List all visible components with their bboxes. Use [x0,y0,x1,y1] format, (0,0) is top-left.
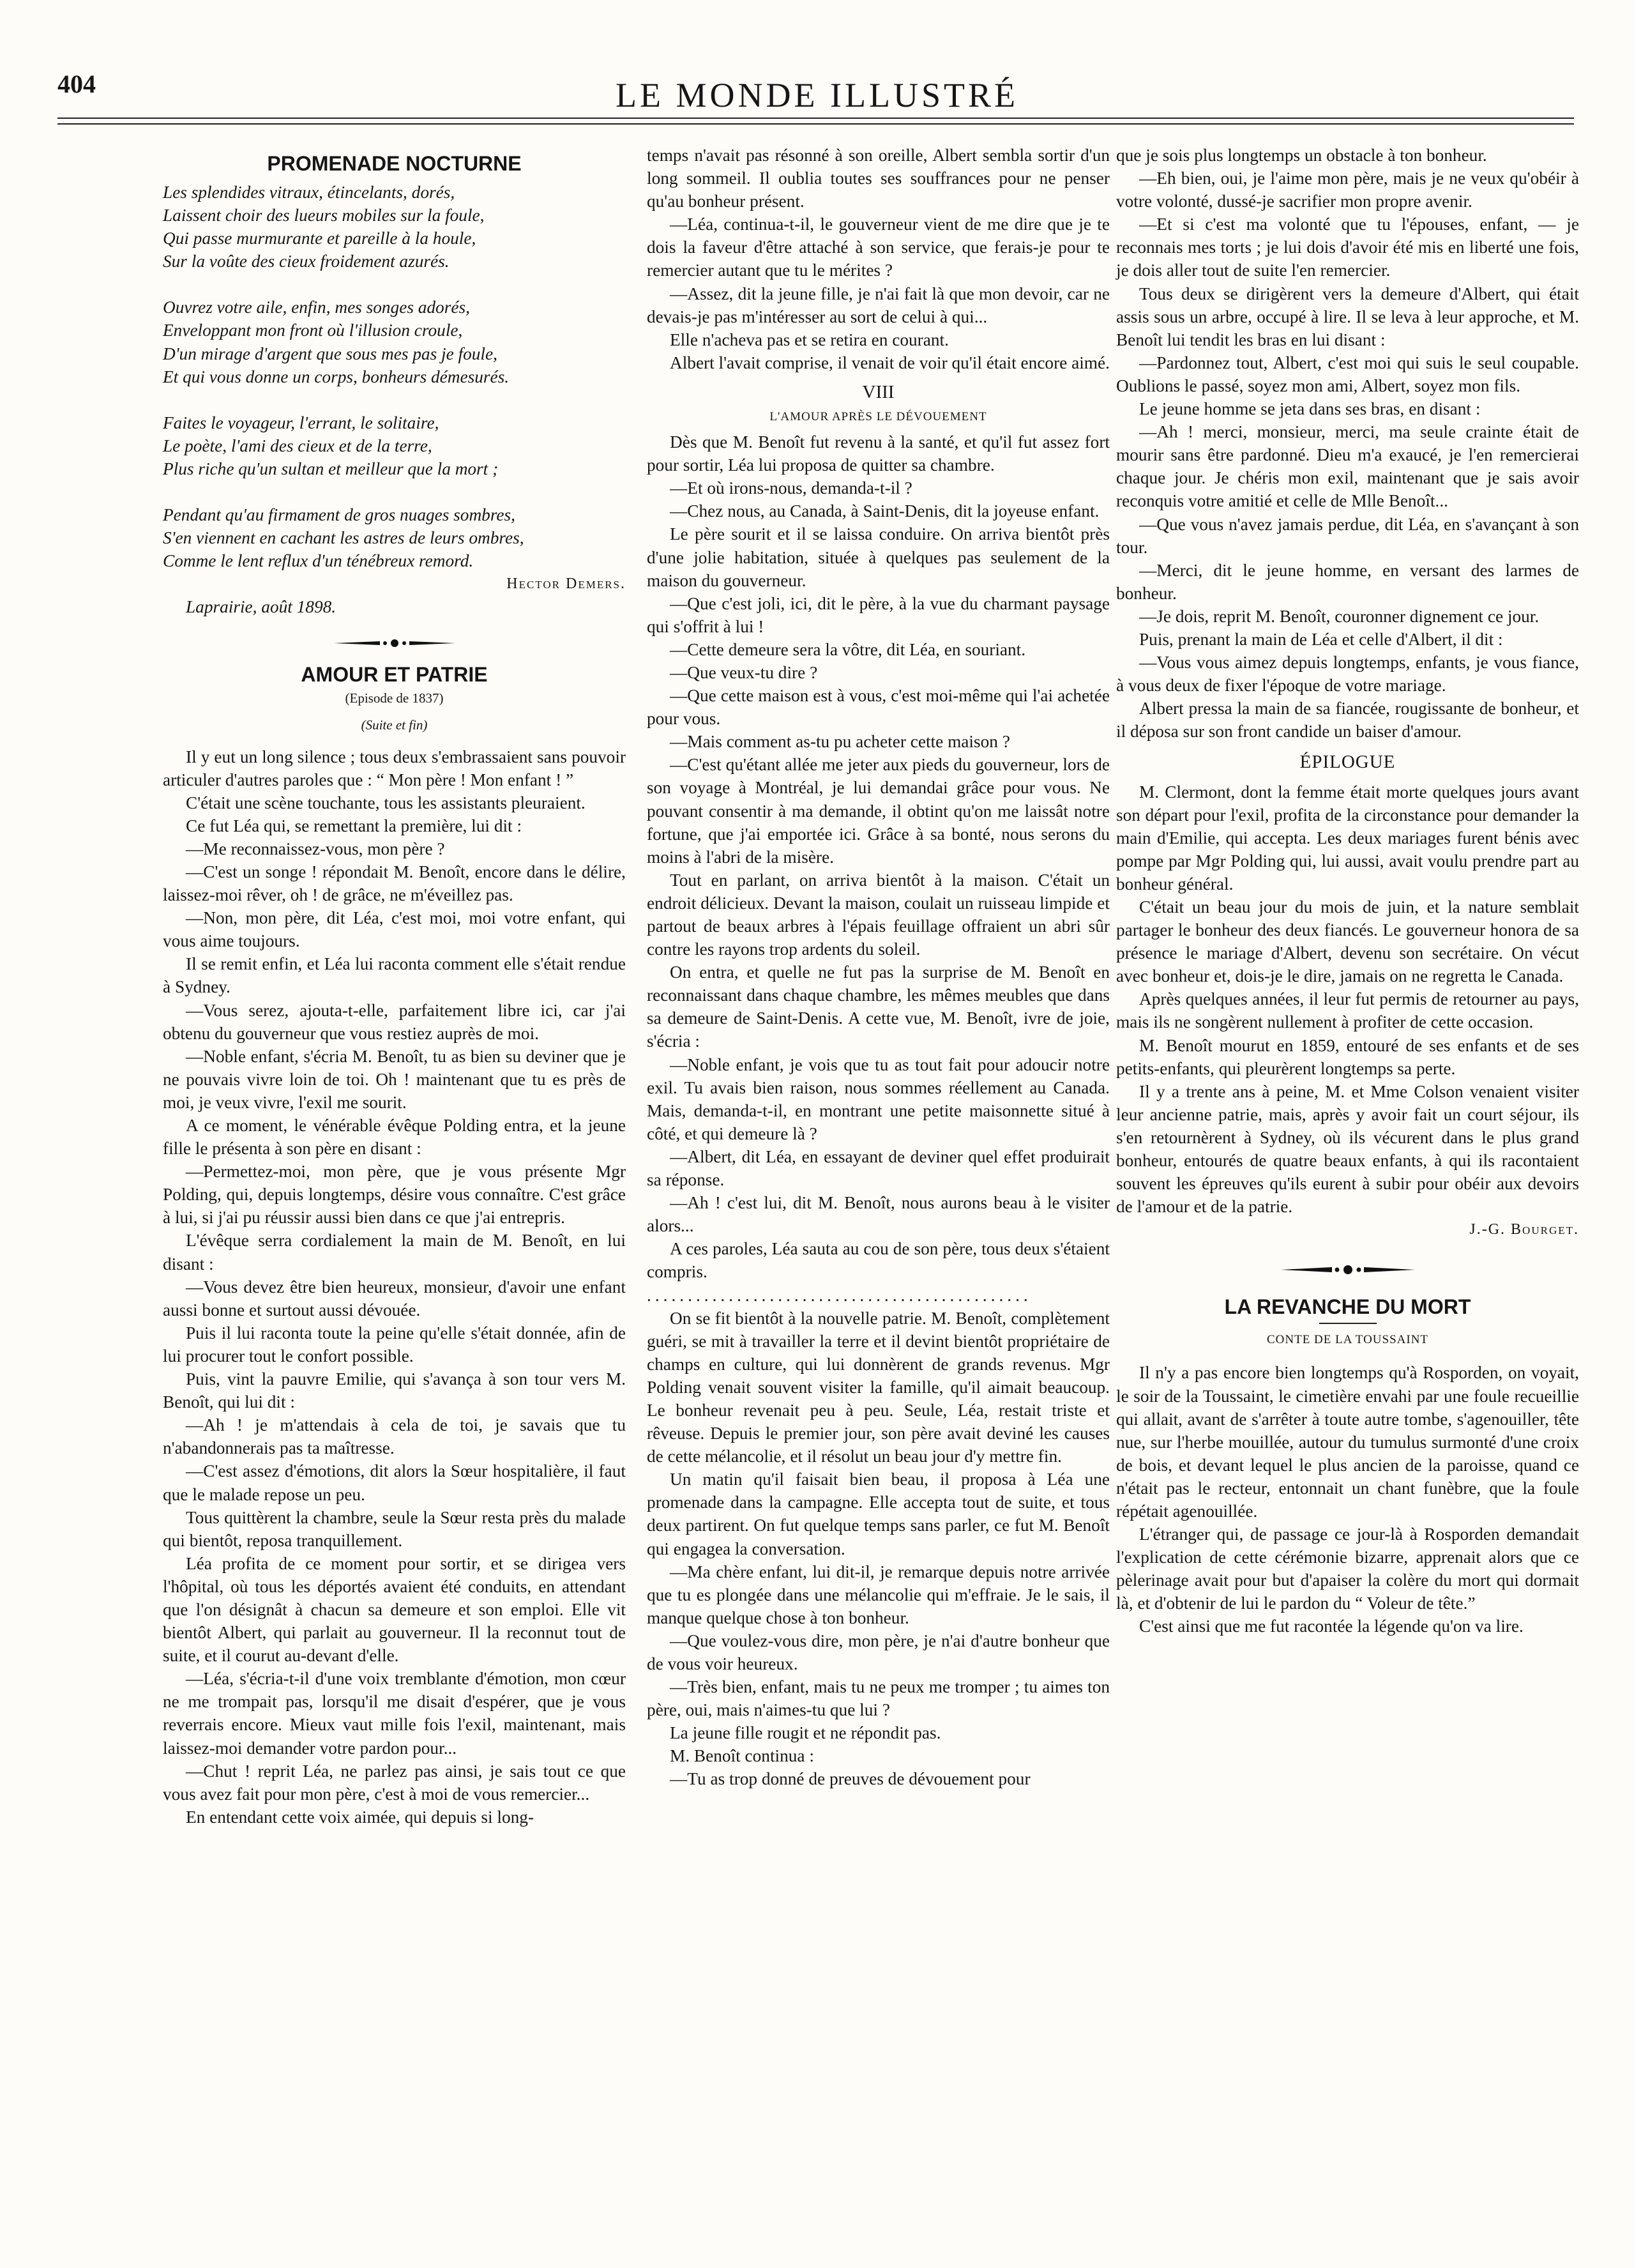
poem-line: Ouvrez votre aile, enfin, mes songes adorés, [163,298,470,317]
paragraph: Dès que M. Benoît fut revenu à la santé, et qu'il fut assez fort pour sortir, Léa lui proposa de quitter sa chambre. [647,432,1110,475]
paragraph: —Vous vous aimez depuis longtemps, enfants, je vous fiance, à vous deux de fixer l'époque de votre mariage. [1116,653,1579,696]
header-rule-bottom [57,123,1574,125]
separator-ornament [1116,1264,1579,1275]
epilogue-heading: ÉPILOGUE [1299,752,1396,773]
paragraph: —Que voulez-vous dire, mon père, je n'ai d'autre bonheur que de vous voir heureux. [647,1631,1110,1673]
paragraph: —Ah ! je m'attendais à cela de toi, je savais que tu n'abandonnerais pas ta maîtresse. [163,1415,626,1458]
paragraph: Ce fut Léa qui, se remettant la première, lui dit : [186,816,522,835]
chapter-title: L'AMOUR APRÈS LE DÉVOUEMENT [769,410,987,424]
poem-line: D'un mirage d'argent que sous mes pas je foule, [163,344,497,363]
poem-line: Laissent choir des lueurs mobiles sur la foule, [163,206,485,225]
paragraph: —Pardonnez tout, Albert, c'est moi qui suis le seul coupable. Oublions le passé, soyez mon ami, Albert, soyez mon fils. [1116,353,1579,395]
paragraph: —Assez, dit la jeune fille, je n'ai fait là que mon devoir, car ne devais-je pas m'intéresser au sort de celui à qui... [647,284,1110,326]
story-body [647,1307,1110,1791]
paragraph: —Vous serez, ajouta-t-elle, parfaitement libre ici, car j'ai obtenu du gouverneur que vous restiez auprès de moi. [163,1000,626,1043]
poem-line: Et qui vous donne un corps, bonheurs démesurés. [163,367,510,386]
paragraph: L'évêque serra cordialement la main de M. Benoît, en lui disant : [163,1231,626,1274]
poem-line: S'en viennent en cachant les astres de leurs ombres, [163,528,524,548]
ellipsis-line: ............................................... [647,1285,1032,1305]
paragraph: —Chut ! reprit Léa, ne parlez pas ainsi, je sais tout ce que vous avez fait pour mon père, c'est à moi de vous remercier... [163,1761,626,1804]
paragraph: A ce moment, le vénérable évêque Polding entra, et la jeune fille le présenta à son père en disant : [163,1116,626,1159]
separator-ornament [163,638,626,648]
paragraph: Tout en parlant, on arriva bientôt à la maison. C'était un endroit délicieux. Devant la maison, coulait un ruisseau limpide et partout de beaux arbres à l'épais feuillage offraient un abri sûr contre les rayons trop ardents du soleil. [647,870,1110,959]
ornament-icon [334,638,455,648]
paragraph: M. Benoît mourut en 1859, entouré de ses enfants et de ses petits-enfants, qui pleurèrent longtemps sa perte. [1116,1035,1579,1078]
paragraph: Tous quittèrent la chambre, seule la Sœur resta près du malade qui bientôt, reposa tranquillement. [163,1507,626,1550]
paragraph: En entendant cette voix aimée, qui depuis si long- [186,1807,534,1827]
column-3 [1116,144,1579,1638]
paragraph: —C'est qu'étant allée me jeter aux pieds du gouverneur, lors de son voyage à Montréal, je lui demandai grâce pour vous. Ne pouvant consentir à ma demande, il obtint qu'on me laissât notre fortune, que j'ai emportée ici. Grâce à sa bonté, nous serons du moins à l'abri de la misère. [647,755,1110,867]
story2-subtitle: CONTE DE LA TOUSSAINT [1266,1333,1429,1347]
paragraph: —Albert, dit Léa, en essayant de deviner quel effet produirait sa réponse. [647,1146,1110,1190]
paragraph: —Tu as trop donné de preuves de dévouement pour [670,1769,1031,1789]
poem-line: Plus riche qu'un sultan et meilleur que la mort ; [163,459,499,478]
poem [163,181,626,572]
story-body [1116,144,1579,743]
paragraph: Il n'y a pas encore bien longtemps qu'à Rosporden, on voyait, le soir de la Toussaint, le cimetière envahi par une foule recueillie qui allait, avant de s'arrêter à toute autre tombe, s'agenouiller, tête nue, sur l'herbe mouillée, autour du tumulus surmonté d'une croix de bois, et devant lequel le plus ancien de la paroisse, quand ce n'était pas le recteur, entonnait un chant funèbre, que la foule répétait agenouillée. [1116,1363,1579,1521]
paragraph: Le jeune homme se jeta dans ses bras, en disant : [1139,399,1481,419]
paragraph: —Léa, s'écria-t-il d'une voix tremblante d'émotion, mon cœur ne me trompait pas, lorsqu'il me disait d'espérer, que je vous reverrais encore. Mieux vaut mille fois l'exil, maintenant, mais laissez-moi demander votre pardon pour... [163,1669,626,1758]
paragraph: —Je dois, reprit M. Benoît, couronner dignement ce jour. [1139,606,1539,626]
paragraph: L'étranger qui, de passage ce jour-là à Rosporden demandait l'explication de cette cérémonie bizarre, apprenait alors que ce pèlerinage avait pour but d'apaiser la colère du mort qui dormait là, et d'obtenir de lui le pardon du “ Voleur de tête.” [1116,1525,1579,1613]
poem-line: Comme le lent reflux d'un ténébreux remord. [163,551,474,571]
paragraph: On entra, et quelle ne fut pas la surprise de M. Benoît en reconnaissant dans chaque chambre, les mêmes meubles que dans sa demeure de Saint-Denis. A cette vue, M. Benoît, ivre de joie, s'écria : [647,963,1110,1051]
poem-line: Sur la voûte des cieux froidement azurés. [163,252,450,271]
story-title: AMOUR ET PATRIE [301,662,488,686]
chapter-number: VIII [862,381,895,402]
ornament-icon [1281,1264,1415,1275]
story2-title: LA REVANCHE DU MORT [1224,1295,1471,1319]
paragraph: C'était une scène touchante, tous les assistants pleuraient. [186,793,586,812]
story-continuation: (Suite et fin) [361,717,428,733]
paragraph: Albert l'avait comprise, il venait de voir qu'il était encore aimé. [670,353,1110,372]
poem-author: Hector Demers. [506,575,626,593]
poem-line: Le poète, l'ami des cieux et de la terre, [163,436,432,455]
paragraph: C'était un beau jour du mois de juin, et la nature semblait partager le bonheur des deux fiancés. Le gouverneur honora de sa présence le mariage d'Albert, devenu son secrétaire. On vécut avec bonheur et, dois-je le dire, jamais on ne regretta le Canada. [1116,897,1579,986]
paragraph: —Permettez-moi, mon père, que je vous présente Mgr Polding, qui, depuis longtemps, désire vous connaître. C'est grâce à lui, si j'ai pu réussir aussi bien dans ce que j'ai entrepris. [163,1162,626,1228]
paragraph: —Non, mon père, dit Léa, c'est moi, moi votre enfant, qui vous aime toujours. [163,908,626,951]
paragraph: M. Benoît continua : [670,1746,814,1766]
paragraph: —Me reconnaissez-vous, mon père ? [186,839,445,858]
paragraph: Léa profita de ce moment pour sortir, et se dirigea vers l'hôpital, où tous les déportés avaient été conduits, en attendant que l'on désignât à chacun sa demeure et son emploi. Elle vit bientôt Albert, qui parlait au gouverneur. Il la reconnut tout de suite, et il courut au-devant d'elle. [163,1553,626,1666]
poem-place-date: Laprairie, août 1898. [186,597,337,617]
paragraph: —Ma chère enfant, lui dit-il, je remarque depuis notre arrivée que tu es plongée dans une mélancolie qui m'effraie. Je le sais, il manque quelque chose à ton bonheur. [647,1562,1110,1627]
paragraph: Puis il lui raconta toute la peine qu'elle s'était donnée, afin de lui procurer tout le confort possible. [163,1323,626,1366]
header-rule-top [57,118,1574,119]
story-body [163,745,626,1829]
poem-line: Qui passe murmurante et pareille à la houle, [163,229,476,248]
paragraph: —Et si c'est ma volonté que tu l'épouses, enfant, — je reconnais mes torts ; je lui dois d'avoir été mis en liberté une fois, je dois aller tout de suite l'en remercier. [1116,215,1579,280]
story-body [1116,1361,1579,1638]
poem-stanza [163,181,626,273]
story-body [1116,780,1579,1219]
paragraph: —Vous devez être bien heureux, monsieur, d'avoir une enfant aussi bonne et surtout aussi dévouée. [163,1277,626,1320]
paragraph: —Mais comment as-tu pu acheter cette maison ? [670,732,1010,752]
paragraph: Puis, vint la pauvre Emilie, qui s'avança à son tour vers M. Benoît, qui lui dit : [163,1369,626,1412]
paragraph: —Ah ! merci, monsieur, merci, ma seule crainte était de mourir sans être pardonné. Dieu m'a exaucé, je l'en remercierai chaque jour. Je chéris mon exil, maintenant que je sais avoir reconquis votre amitié et celle de Mlle Benoît... [1116,422,1579,511]
page-number: 404 [57,70,96,98]
story-body [647,144,1110,374]
paragraph: —Eh bien, oui, je l'aime mon père, mais je ne veux qu'obéir à votre volonté, dussé-je sacrifier mon propre avenir. [1116,169,1579,211]
paragraph: temps n'avait pas résonné à son oreille, Albert sembla sortir d'un long sommeil. Il oublia toutes ses souffrances pour ne penser qu'au bonheur présent. [647,146,1110,211]
paragraph: Puis, prenant la main de Léa et celle d'Albert, il dit : [1139,629,1503,649]
poem-line: Enveloppant mon front où l'illusion croule, [163,321,463,340]
paragraph: —Et où irons-nous, demanda-t-il ? [670,478,912,498]
paragraph: Un matin qu'il faisait bien beau, il proposa à Léa une promenade dans la campagne. Elle accepta tout de suite, et tous deux partirent. On fut quelque temps sans parler, ce fut M. Benoît qui engagea la conversation. [647,1470,1110,1558]
story-body [647,430,1110,1283]
paragraph: Tous deux se dirigèrent vers la demeure d'Albert, qui était assis sous un arbre, occupé à lire. Il se leva à leur approche, et M. Benoît lui tendit les bras en lui disant : [1116,284,1579,349]
paragraph: que je sois plus longtemps un obstacle à ton bonheur. [1116,146,1487,165]
paragraph: A ces paroles, Léa sauta au cou de son père, tous deux s'étaient compris. [647,1239,1110,1282]
paragraph: Il y eut un long silence ; tous deux s'embrassaient sans pouvoir articuler d'autres paroles que : “ Mon père ! Mon enfant ! ” [163,747,626,789]
paragraph: —Très bien, enfant, mais tu ne peux me tromper ; tu aimes ton père, oui, mais n'aimes-tu que lui ? [647,1677,1110,1720]
paragraph: —Que cette maison est à vous, c'est moi-même qui l'ai achetée pour vous. [647,686,1110,729]
paragraph: —Que c'est joli, ici, dit le père, à la vue du charmant paysage qui s'offrit à lui ! [647,593,1110,636]
masthead: LE MONDE ILLUSTRÉ [616,76,1018,114]
paragraph: —C'est un songe ! répondait M. Benoît, encore dans le délire, laissez-moi rêver, oh ! de grâce, ne m'éveillez pas. [163,862,626,905]
paragraph: M. Clermont, dont la femme était morte quelques jours avant son départ pour l'exil, profita de la circonstance pour demander la main d'Emilie, qui accepta. Les deux mariages furent bénis avec pompe par Mgr Polding qui, lui aussi, avait voulu prendre part au bonheur général. [1116,782,1579,894]
paragraph: —Léa, continua-t-il, le gouverneur vient de me dire que je te dois la faveur d'être attaché à son service, que ferais-je pour te remercier autant que tu le mérites ? [647,215,1110,280]
poem-stanza [163,296,626,388]
column-2 [647,144,1110,1791]
paragraph: —Noble enfant, s'écria M. Benoît, tu as bien su deviner que je ne pouvais vivre loin de toi. Oh ! maintenant que tu es près de moi, je veux vivre, l'exil me sourit. [163,1046,626,1112]
paragraph: —Ah ! c'est lui, dit M. Benoît, nous aurons beau à le visiter alors... [647,1193,1110,1236]
poem-line: Pendant qu'au firmament de gros nuages sombres, [163,505,515,525]
paragraph: —Merci, dit le jeune homme, en versant des larmes de bonheur. [1116,560,1579,603]
paragraph: Il se remit enfin, et Léa lui raconta comment elle s'était rendue à Sydney. [163,954,626,997]
paragraph: Le père sourit et il se laissa conduire. On arriva bientôt près d'une jolie habitation, située à quelques pas seulement de la maison du gouverneur. [647,524,1110,590]
paragraph: C'est ainsi que me fut racontée la légende qu'on va lire. [1139,1617,1524,1636]
paragraph: —Noble enfant, je vois que tu as tout fait pour adoucir notre exil. Tu avais bien raison, nous sommes réellement au Canada. Mais, demanda-t-il, en montrant une petite maisonnette situé à côté, et qui demeure là ? [647,1054,1110,1143]
column-1 [163,144,626,1829]
poem-title: PROMENADE NOCTURNE [267,152,522,175]
paragraph: —Que vous n'avez jamais perdue, dit Léa, en s'avançant à son tour. [1116,514,1579,557]
paragraph: —Cette demeure sera la vôtre, dit Léa, en souriant. [670,639,1026,659]
story-subtitle: (Episode de 1837) [345,690,444,706]
paragraph: La jeune fille rougit et ne répondit pas. [670,1723,941,1743]
paragraph: Il y a trente ans à peine, M. et Mme Colson venaient visiter leur ancienne patrie, mais, après y avoir fait un court séjour, ils s'en retournèrent à Sydney, où ils vécurent dans le plus grand bonheur, entourés de quatre beaux enfants, à qui ils racontaient souvent les épreuves qu'ils eurent à subir pour obéir aux devoirs de l'amour et de la patrie. [1116,1081,1579,1217]
poem-stanza [163,411,626,480]
paragraph: —Chez nous, au Canada, à Saint-Denis, dit la joyeuse enfant. [670,501,1100,521]
poem-stanza [163,503,626,572]
paragraph: —Que veux-tu dire ? [670,662,818,682]
poem-line: Les splendides vitraux, étincelants, dorés, [163,183,455,202]
title-underline [1319,1323,1377,1324]
paragraph: On se fit bientôt à la nouvelle patrie. M. Benoît, complètement guéri, se mit à travailler la terre et il devint bientôt propriétaire de champs en culture, qui lui donnèrent de grands revenus. Mgr Polding venait souvent visiter la famille, qu'il aimait beaucoup. Le bonheur revenait peu à peu. Seule, Léa, restait triste et rêveuse. Depuis le premier jour, son père avait deviné les causes de cette mélancolie, et il résolut un beau jour d'y mettre fin. [647,1308,1110,1466]
paragraph: Après quelques années, il leur fut permis de retourner au pays, mais ils ne songèrent nullement à profiter de cette occasion. [1116,989,1579,1032]
paragraph: —C'est assez d'émotions, dit alors la Sœur hospitalière, il faut que le malade repose un peu. [163,1461,626,1504]
paragraph: Elle n'acheva pas et se retira en courant. [670,330,949,349]
paragraph: Albert pressa la main de sa fiancée, rougissante de bonheur, et il déposa sur son front candide un baiser d'amour. [1116,699,1579,742]
story-author: J.-G. Bourget. [1469,1221,1579,1238]
poem-line: Faites le voyageur, l'errant, le solitaire, [163,413,439,432]
